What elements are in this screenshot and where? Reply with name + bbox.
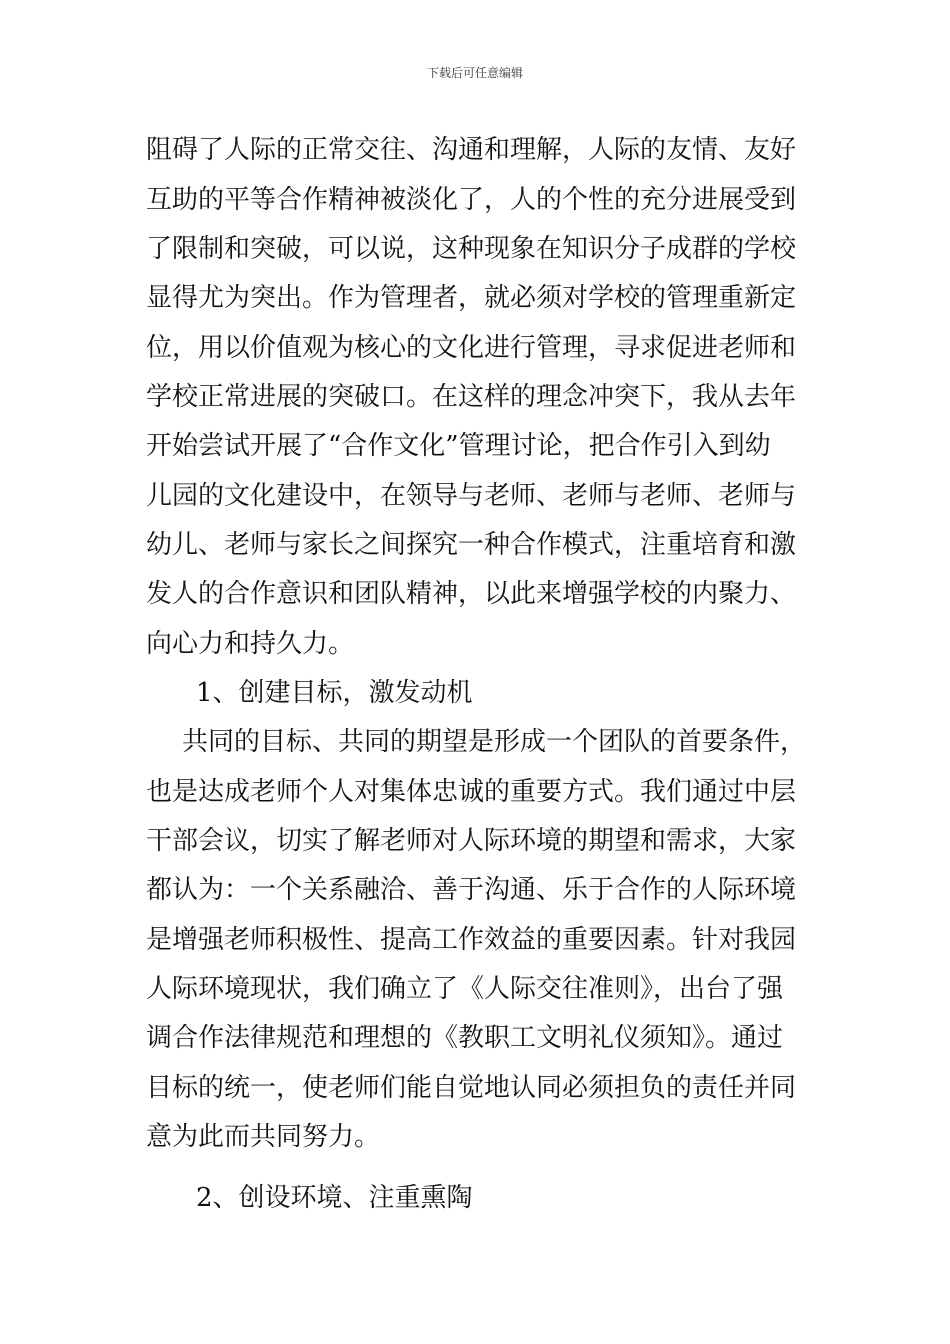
paragraph-line: 了限制和突破，可以说，这种现象在知识分子成群的学校	[146, 234, 797, 264]
paragraph-line: 学校正常进展的突破口。在这样的理念冲突下，我从去年	[146, 382, 797, 412]
paragraph-line: 目标的统一，使老师们能自觉地认同必须担负的责任并同	[146, 1073, 797, 1103]
paragraph-line: 也是达成老师个人对集体忠诚的重要方式。我们通过中层	[146, 777, 797, 807]
paragraph-line: 意为此而共同努力。	[146, 1122, 381, 1152]
paragraph-line: 显得尤为突出。作为管理者，就必须对学校的管理重新定	[146, 283, 797, 313]
paragraph-line: 阻碍了人际的正常交往、沟通和理解，人际的友情、友好	[146, 135, 797, 165]
paragraph-line: 开始尝试开展了“合作文化”管理讨论，把合作引入到幼	[146, 431, 771, 461]
paragraph-line: 人际环境现状，我们确立了《人际交往准则》，出台了强	[146, 974, 784, 1004]
page-header: 下载后可任意编辑	[426, 66, 523, 80]
paragraph-line: 都认为：一个关系融洽、善于沟通、乐于合作的人际环境	[146, 875, 797, 905]
paragraph-line: 发人的合作意识和团队精神，以此来增强学校的内聚力、	[146, 579, 797, 609]
paragraph-line: 儿园的文化建设中，在领导与老师、老师与老师、老师与	[146, 481, 797, 511]
section-heading: 2、创设环境、注重熏陶	[196, 1183, 473, 1213]
paragraph-line: 共同的目标、共同的期望是形成一个团队的首要条件，	[182, 727, 807, 757]
paragraph-line: 调合作法律规范和理想的《教职工文明礼仪须知》。通过	[146, 1023, 784, 1053]
paragraph-line: 干部会议，切实了解老师对人际环境的期望和需求，大家	[146, 826, 797, 856]
section-heading: 1、创建目标，激发动机	[196, 678, 473, 708]
paragraph-line: 位，用以价值观为核心的文化进行管理，寻求促进老师和	[146, 333, 797, 363]
paragraph-line: 向心力和持久力。	[146, 629, 355, 659]
paragraph-line: 互助的平等合作精神被淡化了，人的个性的充分进展受到	[146, 185, 797, 215]
paragraph-line: 幼儿、老师与家长之间探究一种合作模式，注重培育和激	[146, 530, 797, 560]
paragraph-line: 是增强老师积极性、提高工作效益的重要因素。针对我园	[146, 925, 797, 955]
